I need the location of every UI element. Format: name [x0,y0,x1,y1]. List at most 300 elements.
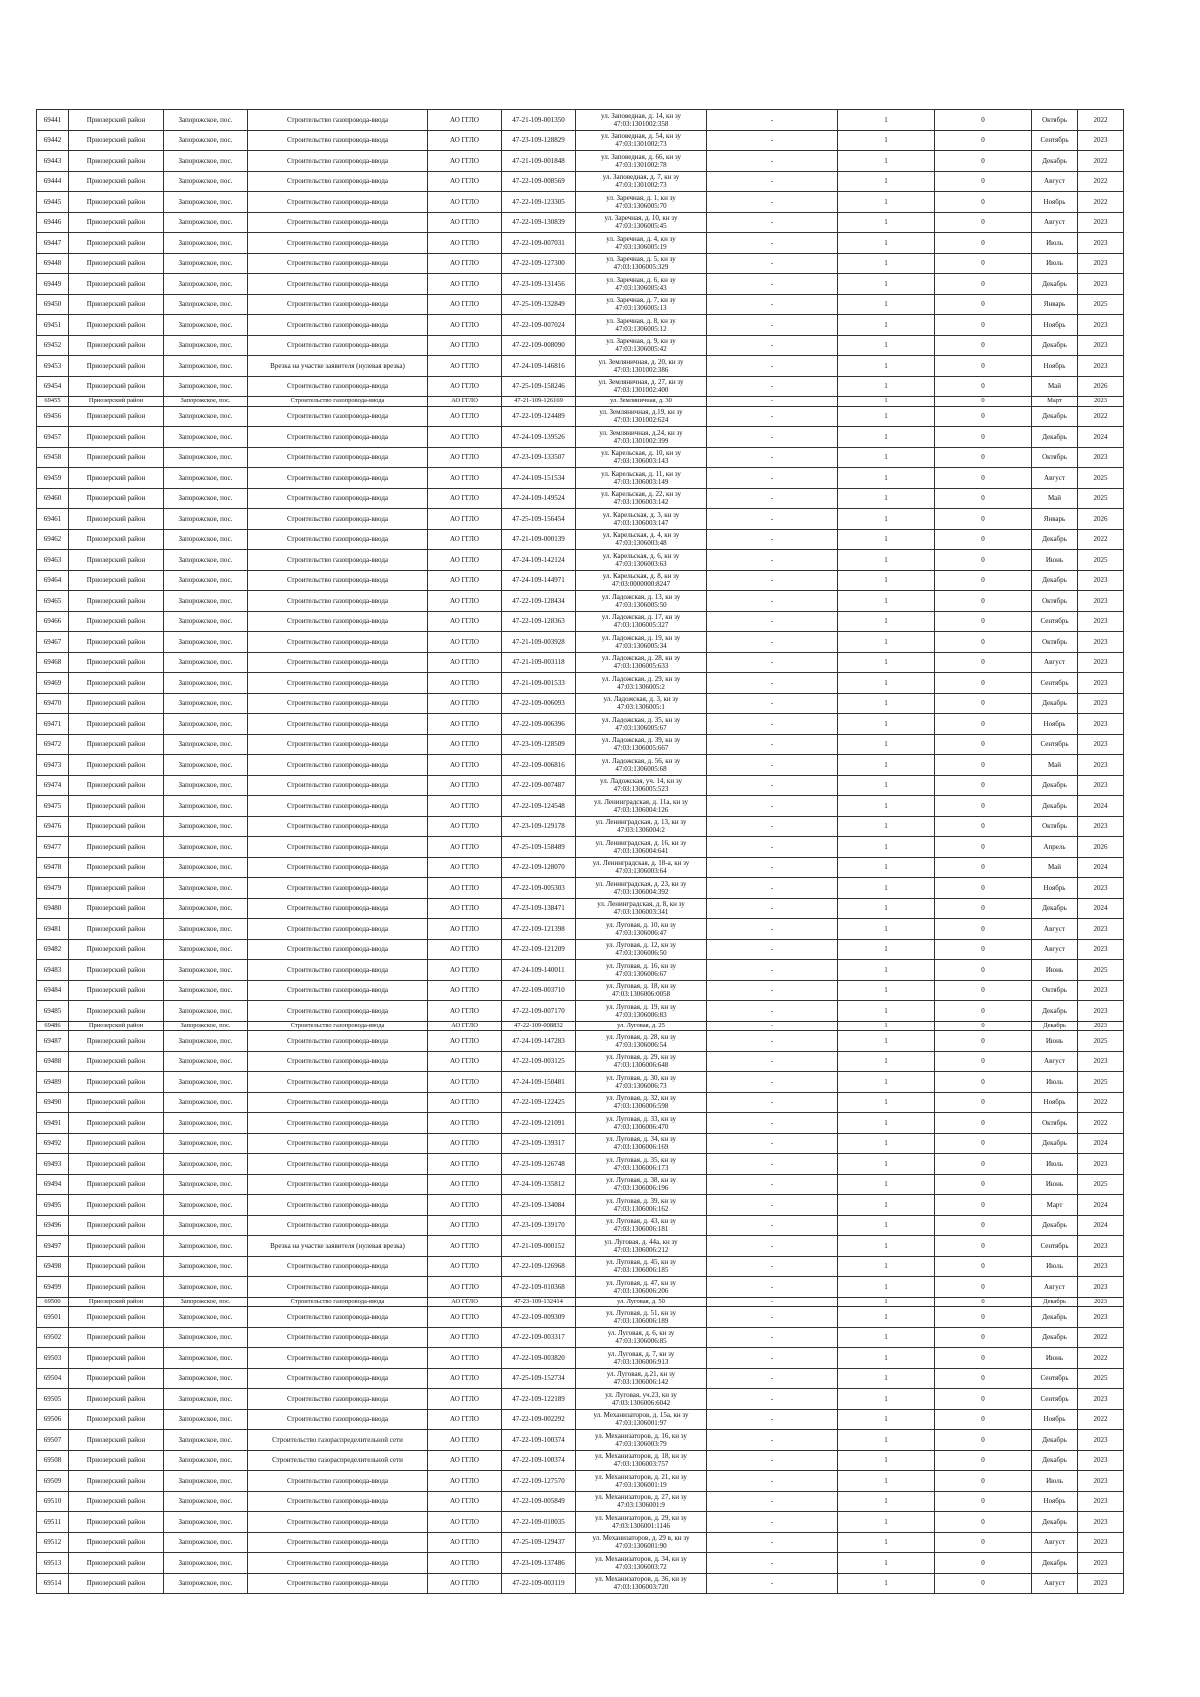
year-cell: 2023 [1078,1307,1124,1328]
cadastral-number: 47:03:1306001:97 [615,1419,667,1428]
reserve-cell: - [707,212,838,233]
organization-cell: АО ГГЛО [428,1348,502,1369]
month-cell: Сентябрь [1032,1236,1078,1257]
district-cell: Приозерский район [69,1174,164,1195]
address-street: ул. Заречная, д. 6, кн зу [606,275,676,284]
address-street: ул. Луговая, д. 12, кн зу [605,941,677,950]
reserve-cell: - [707,110,838,131]
table-row [37,1154,1167,1175]
zero-cell: 0 [935,406,1032,427]
year-cell: 2025 [1078,1031,1124,1052]
cadastral-number: 47:03:1306006:196 [613,1184,669,1193]
application-number-cell: 47-23-109-139317 [502,1133,576,1154]
address-cell [576,397,707,407]
quantity-cell: 1 [838,253,935,274]
cadastral-number: 47:03:1306005:70 [615,201,667,210]
settlement-cell: Запорожское, пос. [164,151,248,172]
settlement-cell: Запорожское, пос. [164,192,248,213]
month-cell: Август [1032,919,1078,940]
reserve-cell: - [707,837,838,858]
settlement-cell: Запорожское, пос. [164,591,248,612]
month-cell: Июль [1032,1072,1078,1093]
organization-cell: АО ГГЛО [428,570,502,591]
year-cell: 2023 [1078,652,1124,673]
quantity-cell: 1 [838,315,935,336]
reserve-cell: - [707,1092,838,1113]
district-cell: Приозерский район [69,611,164,632]
application-number-cell: 47-22-109-010035 [502,1512,576,1533]
work-type-cell: Строительство газопровода-ввода [248,714,428,735]
row-number-cell: 69498 [37,1256,69,1277]
reserve-cell: - [707,529,838,550]
work-type-cell: Строительство газопровода-ввода [248,1368,428,1389]
application-number-cell: 47-22-109-128434 [502,591,576,612]
cadastral-number: 47:03:1306001:19 [615,1480,667,1489]
reserve-cell: - [707,898,838,919]
reserve-cell: - [707,1553,838,1574]
row-number-cell: 69468 [37,652,69,673]
reserve-cell: - [707,397,838,407]
work-type-cell: Строительство газопровода-ввода [248,796,428,817]
work-type-cell: Строительство газораспределительной сети [248,1430,428,1451]
month-cell: Декабрь [1032,427,1078,448]
zero-cell: 0 [935,427,1032,448]
address-cell [576,1072,707,1093]
quantity-cell: 1 [838,212,935,233]
application-number-cell: 47-25-109-129437 [502,1532,576,1553]
month-cell: Декабрь [1032,1430,1078,1451]
work-type-cell: Строительство газопровода-ввода [248,447,428,468]
zero-cell: 0 [935,1491,1032,1512]
district-cell: Приозерский район [69,1573,164,1594]
year-cell: 2023 [1078,980,1124,1001]
table-row [37,1113,1167,1134]
zero-cell: 0 [935,529,1032,550]
address-cell [576,796,707,817]
settlement-cell: Запорожское, пос. [164,1031,248,1052]
table-row [37,898,1167,919]
settlement-cell: Запорожское, пос. [164,693,248,714]
district-cell: Приозерский район [69,447,164,468]
quantity-cell: 1 [838,1154,935,1175]
settlement-cell: Запорожское, пос. [164,1491,248,1512]
settlement-cell: Запорожское, пос. [164,1195,248,1216]
quantity-cell: 1 [838,335,935,356]
cadastral-number: 47:03:1301002:399 [613,436,669,445]
address-street: ул. Ладожская, д. 29, кн зу [601,674,681,683]
month-cell: Июнь [1032,1031,1078,1052]
cadastral-number: 47:03:1306005:34 [615,641,667,650]
district-cell: Приозерский район [69,468,164,489]
row-number-cell: 69489 [37,1072,69,1093]
month-cell: Декабрь [1032,151,1078,172]
settlement-cell: Запорожское, пос. [164,406,248,427]
application-number-cell: 47-22-109-100374 [502,1450,576,1471]
row-number-cell: 69496 [37,1215,69,1236]
district-cell: Приозерский район [69,693,164,714]
address-street: ул. Луговая, д. 10, кн зу [605,920,677,929]
cadastral-number: 47:03:1301002:73 [615,181,667,190]
quantity-cell: 1 [838,673,935,694]
address-street: ул. Луговая, д. 38, кн зу [605,1176,677,1185]
organization-cell: АО ГГЛО [428,1307,502,1328]
month-cell: Сентябрь [1032,673,1078,694]
month-cell: Апрель [1032,837,1078,858]
organization-cell: АО ГГЛО [428,550,502,571]
work-type-cell: Строительство газопровода-ввода [248,294,428,315]
zero-cell: 0 [935,919,1032,940]
application-number-cell: 47-21-109-001848 [502,151,576,172]
work-type-cell: Строительство газопровода-ввода [248,837,428,858]
address-street: ул. Луговая, д. 44а, кн зу [604,1237,678,1246]
month-cell: Март [1032,397,1078,407]
address-cell [576,1573,707,1594]
month-cell: Октябрь [1032,447,1078,468]
address-street: ул. Ладожская, д. 13, кн зу [601,592,681,601]
address-street: ул. Механизаторов, д. 29 в, кн зу [592,1534,690,1543]
month-cell: Сентябрь [1032,611,1078,632]
month-cell: Октябрь [1032,591,1078,612]
address-cell [576,1491,707,1512]
settlement-cell: Запорожское, пос. [164,447,248,468]
table-row [37,857,1167,878]
address-cell [576,550,707,571]
work-type-cell: Строительство газопровода-ввода [248,1307,428,1328]
organization-cell: АО ГГЛО [428,1031,502,1052]
work-type-cell: Строительство газопровода-ввода [248,274,428,295]
quantity-cell: 1 [838,1553,935,1574]
address-street: ул. Луговая, д. 18, кн зу [605,982,677,991]
address-street: ул. Луговая, д. 19, кн зу [605,1002,677,1011]
application-number-cell: 47-24-109-147283 [502,1031,576,1052]
quantity-cell: 1 [838,427,935,448]
row-number-cell: 69487 [37,1031,69,1052]
zero-cell: 0 [935,591,1032,612]
application-number-cell: 47-22-109-006816 [502,755,576,776]
year-cell: 2024 [1078,796,1124,817]
work-type-cell: Строительство газопровода-ввода [248,171,428,192]
reserve-cell: - [707,274,838,295]
application-number-cell: 47-22-109-008832 [502,1021,576,1031]
cadastral-number: 47:03:1306006:85 [615,1337,667,1346]
zero-cell: 0 [935,233,1032,254]
year-cell: 2023 [1078,1573,1124,1594]
quantity-cell: 1 [838,1092,935,1113]
settlement-cell: Запорожское, пос. [164,919,248,940]
reserve-cell: - [707,1133,838,1154]
zero-cell: 0 [935,192,1032,213]
address-cell [576,775,707,796]
address-cell [576,1092,707,1113]
table-row [37,427,1167,448]
reserve-cell: - [707,253,838,274]
address-cell [576,1236,707,1257]
month-cell: Октябрь [1032,980,1078,1001]
work-type-cell: Строительство газопровода-ввода [248,570,428,591]
organization-cell: АО ГГЛО [428,1430,502,1451]
district-cell: Приозерский район [69,356,164,377]
district-cell: Приозерский район [69,1491,164,1512]
table-row [37,878,1167,899]
work-type-cell: Строительство газопровода-ввода [248,1031,428,1052]
settlement-cell: Запорожское, пос. [164,397,248,407]
address-cell [576,509,707,530]
zero-cell: 0 [935,151,1032,172]
cadastral-number: 47:03:1306006:47 [615,928,667,937]
organization-cell: АО ГГЛО [428,253,502,274]
organization-cell: АО ГГЛО [428,1389,502,1410]
reserve-cell: - [707,816,838,837]
address-cell [576,1409,707,1430]
table-row [37,919,1167,940]
cadastral-number: 47:03:1306005:523 [613,785,669,794]
row-number-cell: 69447 [37,233,69,254]
application-number-cell: 47-23-109-134084 [502,1195,576,1216]
zero-cell: 0 [935,1297,1032,1307]
settlement-cell: Запорожское, пос. [164,673,248,694]
cadastral-number: 47:03:1306005:2 [617,682,665,691]
settlement-cell: Запорожское, пос. [164,1573,248,1594]
month-cell: Декабрь [1032,406,1078,427]
organization-cell: АО ГГЛО [428,1553,502,1574]
application-number-cell: 47-24-109-146816 [502,356,576,377]
application-number-cell: 47-21-109-003118 [502,652,576,673]
settlement-cell: Запорожское, пос. [164,509,248,530]
address-street: ул. Ленинградская, д. 8, кн зу [597,900,685,909]
quantity-cell: 1 [838,1307,935,1328]
cadastral-number: 47:03:1306006:0058 [611,990,671,999]
application-number-cell: 47-22-109-007487 [502,775,576,796]
district-cell: Приозерский район [69,755,164,776]
application-number-cell: 47-22-109-010368 [502,1277,576,1298]
address-cell [576,1051,707,1072]
settlement-cell: Запорожское, пос. [164,652,248,673]
address-street: ул. Ладожская, д. 17, кн зу [601,613,681,622]
table-row [37,110,1167,131]
settlement-cell: Запорожское, пос. [164,110,248,131]
table-row [37,1297,1167,1307]
cadastral-number: 47:03:1306006:212 [613,1245,669,1254]
cadastral-number: 47:03:1306003:79 [615,1439,667,1448]
district-cell: Приозерский район [69,857,164,878]
year-cell: 2023 [1078,714,1124,735]
month-cell: Май [1032,857,1078,878]
cadastral-number: 47:03:1306006:73 [615,1081,667,1090]
zero-cell: 0 [935,1430,1032,1451]
address-cell [576,816,707,837]
work-type-cell: Строительство газопровода-ввода [248,857,428,878]
address-street: ул. Карельская, д. 11, кн зу [601,469,681,478]
reserve-cell: - [707,1471,838,1492]
zero-cell: 0 [935,1471,1032,1492]
district-cell: Приозерский район [69,1154,164,1175]
district-cell: Приозерский район [69,1072,164,1093]
month-cell: Август [1032,652,1078,673]
table-row [37,1532,1167,1553]
settlement-cell: Запорожское, пос. [164,980,248,1001]
settlement-cell: Запорожское, пос. [164,1297,248,1307]
organization-cell: АО ГГЛО [428,192,502,213]
month-cell: Июль [1032,1256,1078,1277]
quantity-cell: 1 [838,468,935,489]
reserve-cell: - [707,447,838,468]
reserve-cell: - [707,570,838,591]
table-row [37,570,1167,591]
organization-cell: АО ГГЛО [428,1327,502,1348]
reserve-cell: - [707,1409,838,1430]
address-cell [576,110,707,131]
month-cell: Октябрь [1032,1113,1078,1134]
district-cell: Приозерский район [69,315,164,336]
organization-cell: АО ГГЛО [428,673,502,694]
zero-cell: 0 [935,253,1032,274]
address-cell [576,1113,707,1134]
address-street: ул. Ладожская, д. 39, кн зу [601,736,681,745]
reserve-cell: - [707,857,838,878]
quantity-cell: 1 [838,837,935,858]
year-cell: 2023 [1078,1491,1124,1512]
address-street: ул. Карельская, д. 10, кн зу [601,449,681,458]
address-street: ул. Ладожская, д. 28, кн зу [601,654,681,663]
district-cell: Приозерский район [69,1368,164,1389]
cadastral-number: 47:03:1306005:667 [613,744,669,753]
year-cell: 2022 [1078,529,1124,550]
quantity-cell: 1 [838,632,935,653]
quantity-cell: 1 [838,447,935,468]
row-number-cell: 69479 [37,878,69,899]
zero-cell: 0 [935,110,1032,131]
reserve-cell: - [707,1277,838,1298]
table-row [37,192,1167,213]
row-number-cell: 69456 [37,406,69,427]
quantity-cell: 1 [838,356,935,377]
application-number-cell: 47-24-109-144971 [502,570,576,591]
year-cell: 2023 [1078,816,1124,837]
application-number-cell: 47-22-109-124489 [502,406,576,427]
zero-cell: 0 [935,796,1032,817]
settlement-cell: Запорожское, пос. [164,878,248,899]
year-cell: 2025 [1078,488,1124,509]
work-type-cell: Строительство газопровода-ввода [248,1113,428,1134]
year-cell: 2023 [1078,1450,1124,1471]
organization-cell: АО ГГЛО [428,376,502,397]
cadastral-number: 47:03:1306006:598 [613,1102,669,1111]
quantity-cell: 1 [838,1031,935,1052]
district-cell: Приозерский район [69,1195,164,1216]
address-cell [576,1512,707,1533]
year-cell: 2023 [1078,693,1124,714]
table-row [37,693,1167,714]
year-cell: 2022 [1078,1348,1124,1369]
row-number-cell: 69451 [37,315,69,336]
zero-cell: 0 [935,1553,1032,1574]
address-cell [576,427,707,448]
organization-cell: АО ГГЛО [428,837,502,858]
work-type-cell: Строительство газопровода-ввода [248,1532,428,1553]
zero-cell: 0 [935,1409,1032,1430]
address-cell [576,1133,707,1154]
settlement-cell: Запорожское, пос. [164,274,248,295]
address-cell [576,857,707,878]
year-cell: 2023 [1078,1430,1124,1451]
address-street: ул. Механизаторов, д. 27, кн зу [595,1493,687,1502]
table-row [37,253,1167,274]
organization-cell: АО ГГЛО [428,1154,502,1175]
month-cell: Июль [1032,1471,1078,1492]
application-number-cell: 47-22-109-007031 [502,233,576,254]
address-street: ул. Механизаторов, д. 29, кн зу [595,1513,687,1522]
address-street: ул. Земляничная, д.19, кн зу [599,408,683,417]
year-cell: 2025 [1078,960,1124,981]
quantity-cell: 1 [838,1113,935,1134]
district-cell: Приозерский район [69,509,164,530]
work-type-cell: Строительство газопровода-ввода [248,488,428,509]
work-type-cell: Строительство газопровода-ввода [248,233,428,254]
work-type-cell: Строительство газопровода-ввода [248,1072,428,1093]
table-row [37,1195,1167,1216]
zero-cell: 0 [935,980,1032,1001]
reserve-cell: - [707,591,838,612]
quantity-cell: 1 [838,294,935,315]
address-street: ул. Карельская, д. 3, кн зу [602,510,680,519]
reserve-cell: - [707,673,838,694]
settlement-cell: Запорожское, пос. [164,796,248,817]
organization-cell: АО ГГЛО [428,488,502,509]
table-row [37,816,1167,837]
address-street: ул. Заповедная, д. 54, кн зу [601,132,681,141]
row-number-cell: 69444 [37,171,69,192]
address-street: ул. Карельская, д. 22, кн зу [601,490,681,499]
row-number-cell: 69504 [37,1368,69,1389]
organization-cell: АО ГГЛО [428,315,502,336]
quantity-cell: 1 [838,1001,935,1022]
table-row [37,151,1167,172]
zero-cell: 0 [935,397,1032,407]
row-number-cell: 69508 [37,1450,69,1471]
row-number-cell: 69450 [37,294,69,315]
cadastral-number: 47:03:1306006:173 [613,1163,669,1172]
organization-cell: АО ГГЛО [428,611,502,632]
work-type-cell: Строительство газопровода-ввода [248,1327,428,1348]
zero-cell: 0 [935,1389,1032,1410]
district-cell: Приозерский район [69,1256,164,1277]
year-cell: 2023 [1078,1297,1124,1307]
address-street: ул. Заречная, д. 1, кн зу [606,193,676,202]
application-number-cell: 47-25-109-158246 [502,376,576,397]
address-street: ул. Луговая, д. 16, кн зу [605,961,677,970]
reserve-cell: - [707,1297,838,1307]
address-street: ул. Карельская, д. 6, кн зу [602,551,680,560]
zero-cell: 0 [935,130,1032,151]
district-cell: Приозерский район [69,1471,164,1492]
reserve-cell: - [707,550,838,571]
reserve-cell: - [707,714,838,735]
table-row [37,335,1167,356]
cadastral-number: 47:03:1306006:83 [615,1010,667,1019]
month-cell: Май [1032,488,1078,509]
zero-cell: 0 [935,652,1032,673]
address-street: ул. Луговая, д. 34, кн зу [605,1135,677,1144]
work-type-cell: Строительство газопровода-ввода [248,1154,428,1175]
address-street: ул. Луговая, д. 6, кн зу [607,1329,675,1338]
row-number-cell: 69462 [37,529,69,550]
settlement-cell: Запорожское, пос. [164,1307,248,1328]
work-type-cell: Строительство газопровода-ввода [248,1348,428,1369]
organization-cell: АО ГГЛО [428,857,502,878]
district-cell: Приозерский район [69,939,164,960]
reserve-cell: - [707,775,838,796]
zero-cell: 0 [935,335,1032,356]
